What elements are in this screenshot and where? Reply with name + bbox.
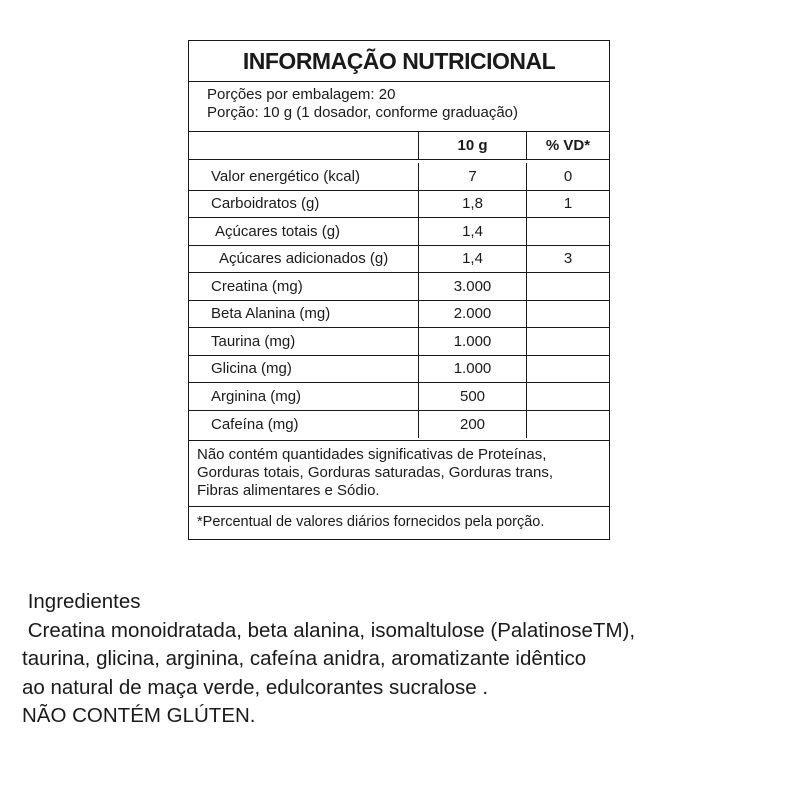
- nutrient-vd: [527, 356, 609, 384]
- vd-footnote: *Percentual de valores diários fornecidos pela porção.: [197, 514, 545, 530]
- notice-line: Não contém quantidades significativas de Proteínas,: [197, 446, 547, 463]
- portion-size: Porção: 10 g (1 dosador, conforme graduação): [207, 104, 519, 121]
- nutrient-qty: 1,4: [419, 246, 527, 274]
- nutrient-vd: [527, 383, 609, 411]
- nutrient-name: Carboidratos (g): [189, 191, 419, 219]
- nutrient-name: Taurina (mg): [189, 328, 419, 356]
- ingredients-line: ao natural de maça verde, edulcorantes sucralose .: [22, 675, 489, 699]
- header-qty: 10 g: [419, 132, 527, 159]
- nutrient-name: Beta Alanina (mg): [189, 301, 419, 329]
- table-row: [189, 356, 609, 384]
- nutrient-vd: 3: [527, 246, 609, 274]
- nutrient-qty: 1,4: [419, 218, 527, 246]
- nutrient-qty: 2.000: [419, 301, 527, 329]
- nutrition-label: [188, 40, 610, 540]
- nutrient-name: Açúcares adicionados (g): [189, 246, 419, 274]
- nutrient-name: Cafeína (mg): [189, 411, 419, 439]
- portions-per-package: Porções por embalagem: 20: [207, 86, 396, 103]
- table-row: [189, 273, 609, 301]
- table-row: [189, 383, 609, 411]
- nutrient-qty: 7: [419, 163, 527, 191]
- ingredients-heading: Ingredientes: [22, 590, 141, 613]
- nutrient-name: Açúcares totais (g): [189, 218, 419, 246]
- table-row: [189, 163, 609, 191]
- table-row: [189, 301, 609, 329]
- nutrition-table: [189, 132, 609, 438]
- ingredients-line: taurina, glicina, arginina, cafeína anidra, aromatizante idêntico: [22, 647, 587, 670]
- table-row: [189, 246, 609, 274]
- nutrient-vd: [527, 328, 609, 356]
- header-name-cell: [189, 132, 419, 159]
- notice-line: Gorduras totais, Gorduras saturadas, Gorduras trans,: [197, 464, 553, 481]
- nutrient-vd: [527, 218, 609, 246]
- portion-info: [189, 82, 609, 132]
- table-header-row: [189, 132, 609, 160]
- nutrient-vd: [527, 273, 609, 301]
- nutrient-qty: 200: [419, 411, 527, 439]
- nutrient-qty: 3.000: [419, 273, 527, 301]
- not-significant-notice: [189, 440, 609, 507]
- nutrient-qty: 1.000: [419, 328, 527, 356]
- table-row: [189, 411, 609, 439]
- nutrient-vd: [527, 301, 609, 329]
- nutrient-qty: 1,8: [419, 191, 527, 219]
- ingredients-line: Creatina monoidratada, beta alanina, isomaltulose (PalatinoseTM),: [22, 618, 636, 642]
- nutrient-name: Creatina (mg): [189, 273, 419, 301]
- notice-line: Fibras alimentares e Sódio.: [197, 482, 380, 499]
- table-row: [189, 328, 609, 356]
- nutrient-name: Glicina (mg): [189, 356, 419, 384]
- nutrient-vd: 1: [527, 191, 609, 219]
- table-row: [189, 191, 609, 219]
- header-vd: % VD*: [545, 137, 591, 154]
- nutrient-name: Arginina (mg): [189, 383, 419, 411]
- nutrient-qty: 500: [419, 383, 527, 411]
- nutrient-qty: 1.000: [419, 356, 527, 384]
- gluten-statement: NÃO CONTÉM GLÚTEN.: [22, 704, 256, 727]
- label-title: INFORMAÇÃO NUTRICIONAL: [189, 41, 609, 82]
- table-row: [189, 218, 609, 246]
- nutrient-name: Valor energético (kcal): [189, 163, 419, 191]
- nutrient-vd: 0: [527, 163, 609, 191]
- nutrient-vd: [527, 411, 609, 439]
- ingredients-section: [22, 588, 782, 731]
